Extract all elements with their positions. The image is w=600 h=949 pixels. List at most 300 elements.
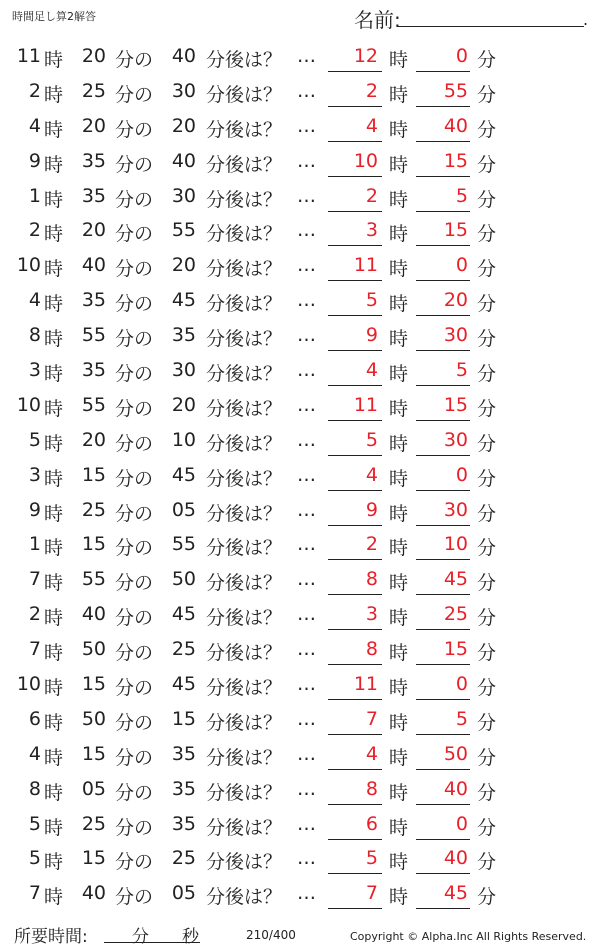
start-minute: 50 (81, 638, 106, 661)
answer-hour: 11 (353, 393, 378, 416)
minute-of-label: 分の (115, 572, 154, 595)
answer-hour-underline (328, 350, 382, 351)
hour-label: 時 (44, 816, 64, 839)
answer-hour-underline (328, 315, 382, 316)
start-minute: 15 (81, 533, 106, 556)
answer-hour-label: 時 (389, 572, 409, 595)
start-minute: 20 (81, 428, 106, 451)
answer-hour: 7 (365, 707, 378, 730)
ellipsis: … (297, 847, 316, 870)
answer-minute: 15 (443, 393, 468, 416)
hour-label: 時 (44, 711, 64, 734)
added-minutes: 45 (171, 603, 196, 626)
answer-hour-underline (328, 490, 382, 491)
minute-of-label: 分の (115, 363, 154, 386)
minutes-later-label: 分後は？ (206, 607, 283, 630)
minutes-later-label: 分後は？ (206, 677, 283, 700)
hour-label: 時 (44, 432, 64, 455)
minutes-later-label: 分後は？ (206, 537, 283, 560)
start-minute: 25 (81, 498, 106, 521)
answer-minute-underline (416, 699, 470, 700)
added-minutes: 20 (171, 393, 196, 416)
minutes-later-label: 分後は？ (206, 258, 283, 281)
answer-minute: 20 (443, 289, 468, 312)
answer-minute-label: 分 (477, 49, 497, 71)
start-hour: 6 (28, 707, 41, 730)
minute-of-label: 分の (115, 188, 154, 211)
answer-hour-underline (328, 873, 382, 874)
name-label: 名前: (354, 8, 401, 32)
minute-of-label: 分の (115, 223, 154, 246)
ellipsis: … (297, 882, 316, 905)
hour-label: 時 (44, 572, 64, 595)
minutes-later-label: 分後は？ (206, 432, 283, 455)
start-minute: 55 (81, 324, 106, 347)
answer-hour-underline (328, 769, 382, 770)
ellipsis: … (297, 114, 316, 137)
answer-minute-label: 分 (477, 607, 497, 630)
answer-minute-label: 分 (477, 781, 497, 804)
start-minute: 35 (81, 149, 106, 172)
answer-minute: 25 (443, 603, 468, 626)
hour-label: 時 (44, 258, 64, 281)
answer-minute-label: 分 (477, 537, 497, 560)
added-minutes: 05 (171, 498, 196, 521)
answer-hour-underline (328, 385, 382, 386)
answer-hour-label: 時 (389, 49, 409, 71)
answer-minute-label: 分 (477, 851, 497, 874)
minute-of-label: 分の (115, 746, 154, 769)
hour-label: 時 (44, 328, 64, 351)
answer-minute-label: 分 (477, 188, 497, 211)
minute-of-label: 分の (115, 328, 154, 351)
ellipsis: … (297, 428, 316, 451)
hour-label: 時 (44, 83, 64, 106)
start-minute: 35 (81, 359, 106, 382)
answer-minute: 0 (455, 673, 468, 696)
answer-hour-label: 時 (389, 746, 409, 769)
answer-hour-label: 時 (389, 537, 409, 560)
answer-hour-underline (328, 280, 382, 281)
hour-label: 時 (44, 851, 64, 874)
ellipsis: … (297, 45, 316, 67)
answer-minute: 45 (443, 568, 468, 591)
added-minutes: 20 (171, 254, 196, 277)
answer-minute-underline (416, 315, 470, 316)
start-minute: 40 (81, 603, 106, 626)
start-hour: 5 (28, 428, 41, 451)
ellipsis: … (297, 359, 316, 382)
ellipsis: … (297, 79, 316, 102)
answer-minute: 0 (455, 812, 468, 835)
answer-hour-label: 時 (389, 118, 409, 141)
problem-row (0, 738, 600, 773)
answer-hour: 5 (365, 289, 378, 312)
copyright-text: Copyright © Alpha.Inc All Rights Reserved. (350, 930, 587, 943)
answer-hour-underline (328, 245, 382, 246)
problem-row (0, 145, 600, 180)
answer-hour-label: 時 (389, 467, 409, 490)
start-minute: 35 (81, 184, 106, 207)
ellipsis: … (297, 393, 316, 416)
required-time-label: 所要時間: (14, 927, 88, 947)
answer-hour: 11 (353, 673, 378, 696)
answer-hour-underline (328, 420, 382, 421)
problem-row (0, 284, 600, 319)
start-hour: 11 (16, 45, 41, 67)
minutes-later-label: 分後は？ (206, 293, 283, 316)
start-minute: 15 (81, 742, 106, 765)
start-hour: 3 (28, 359, 41, 382)
worksheet-title: 時間足し算2解答 (12, 10, 96, 23)
problem-row (0, 842, 600, 877)
answer-hour-label: 時 (389, 816, 409, 839)
answer-hour: 3 (365, 219, 378, 242)
ellipsis: … (297, 533, 316, 556)
answer-minute-label: 分 (477, 293, 497, 316)
answer-hour-label: 時 (389, 781, 409, 804)
answer-minute: 50 (443, 742, 468, 765)
minutes-later-label: 分後は？ (206, 83, 283, 106)
start-hour: 8 (28, 324, 41, 347)
minutes-later-label: 分後は？ (206, 188, 283, 211)
minute-of-label: 分の (115, 83, 154, 106)
start-minute: 15 (81, 673, 106, 696)
answer-minute-underline (416, 804, 470, 805)
answer-minute-label: 分 (477, 816, 497, 839)
answer-hour-underline (328, 804, 382, 805)
start-minute: 40 (81, 254, 106, 277)
minutes-later-label: 分後は？ (206, 363, 283, 386)
answer-hour-underline (328, 629, 382, 630)
added-minutes: 55 (171, 533, 196, 556)
minute-of-label: 分の (115, 397, 154, 420)
answer-hour: 8 (365, 568, 378, 591)
answer-hour: 6 (365, 812, 378, 835)
answer-minute-underline (416, 734, 470, 735)
added-minutes: 45 (171, 463, 196, 486)
ellipsis: … (297, 742, 316, 765)
minute-of-label: 分の (115, 677, 154, 700)
hour-label: 時 (44, 223, 64, 246)
start-minute: 20 (81, 114, 106, 137)
name-period: . (583, 10, 589, 29)
start-hour: 2 (28, 79, 41, 102)
answer-hour-label: 時 (389, 397, 409, 420)
answer-minute-label: 分 (477, 328, 497, 351)
start-hour: 4 (28, 114, 41, 137)
added-minutes: 50 (171, 568, 196, 591)
start-hour: 9 (28, 498, 41, 521)
minute-of-label: 分の (115, 49, 154, 71)
ellipsis: … (297, 219, 316, 242)
answer-hour: 7 (365, 882, 378, 905)
minute-of-label: 分の (115, 118, 154, 141)
answer-hour: 11 (353, 254, 378, 277)
start-minute: 55 (81, 393, 106, 416)
hour-label: 時 (44, 118, 64, 141)
problem-row (0, 773, 600, 808)
answer-minute: 15 (443, 219, 468, 242)
answer-hour: 9 (365, 324, 378, 347)
problem-row (0, 319, 600, 354)
start-minute: 35 (81, 289, 106, 312)
ellipsis: … (297, 707, 316, 730)
answer-hour: 12 (353, 45, 378, 67)
answer-hour-label: 時 (389, 363, 409, 386)
answer-minute: 15 (443, 638, 468, 661)
start-hour: 1 (28, 533, 41, 556)
answer-hour-label: 時 (389, 258, 409, 281)
minutes-later-label: 分後は？ (206, 328, 283, 351)
answer-minute-underline (416, 350, 470, 351)
answer-minute-underline (416, 385, 470, 386)
problem-row (0, 703, 600, 738)
answer-hour: 9 (365, 498, 378, 521)
answer-hour-label: 時 (389, 432, 409, 455)
ellipsis: … (297, 812, 316, 835)
answer-hour: 5 (365, 428, 378, 451)
added-minutes: 10 (171, 428, 196, 451)
problem-row (0, 877, 600, 912)
answer-hour-underline (328, 559, 382, 560)
answer-hour-underline (328, 594, 382, 595)
answer-minute-label: 分 (477, 467, 497, 490)
answer-hour-label: 時 (389, 607, 409, 630)
answer-minute-label: 分 (477, 642, 497, 665)
start-hour: 7 (28, 882, 41, 905)
answer-minute-underline (416, 629, 470, 630)
minute-of-label: 分の (115, 816, 154, 839)
answer-hour-underline (328, 908, 382, 909)
start-minute: 15 (81, 463, 106, 486)
minute-of-label: 分の (115, 502, 154, 525)
problem-row (0, 808, 600, 843)
answer-minute: 5 (455, 707, 468, 730)
answer-hour-label: 時 (389, 677, 409, 700)
minutes-later-label: 分後は？ (206, 851, 283, 874)
added-minutes: 30 (171, 359, 196, 382)
answer-minute: 40 (443, 777, 468, 800)
hour-label: 時 (44, 677, 64, 700)
start-hour: 8 (28, 777, 41, 800)
answer-minute-underline (416, 455, 470, 456)
minute-of-label: 分の (115, 711, 154, 734)
added-minutes: 20 (171, 114, 196, 137)
minutes-later-label: 分後は？ (206, 572, 283, 595)
added-minutes: 40 (171, 45, 196, 67)
minutes-later-label: 分後は？ (206, 49, 283, 71)
hour-label: 時 (44, 537, 64, 560)
answer-minute: 0 (455, 45, 468, 67)
answer-hour: 4 (365, 742, 378, 765)
ellipsis: … (297, 254, 316, 277)
answer-minute: 30 (443, 498, 468, 521)
answer-hour-underline (328, 71, 382, 72)
answer-minute-label: 分 (477, 258, 497, 281)
answer-minute-label: 分 (477, 118, 497, 141)
added-minutes: 15 (171, 707, 196, 730)
answer-hour-underline (328, 141, 382, 142)
answer-hour-label: 時 (389, 502, 409, 525)
start-minute: 25 (81, 79, 106, 102)
answer-hour-label: 時 (389, 223, 409, 246)
answer-hour-label: 時 (389, 711, 409, 734)
hour-label: 時 (44, 293, 64, 316)
ellipsis: … (297, 603, 316, 626)
answer-hour: 2 (365, 184, 378, 207)
ellipsis: … (297, 498, 316, 521)
added-minutes: 40 (171, 149, 196, 172)
problem-row (0, 494, 600, 529)
ellipsis: … (297, 568, 316, 591)
start-hour: 4 (28, 289, 41, 312)
problem-row (0, 249, 600, 284)
problem-row (0, 668, 600, 703)
start-hour: 9 (28, 149, 41, 172)
hour-label: 時 (44, 153, 64, 176)
ellipsis: … (297, 638, 316, 661)
answer-minute: 0 (455, 254, 468, 277)
minute-of-label: 分の (115, 642, 154, 665)
start-minute: 50 (81, 707, 106, 730)
problem-row (0, 633, 600, 668)
answer-hour-label: 時 (389, 851, 409, 874)
answer-minute: 5 (455, 184, 468, 207)
minutes-later-label: 分後は？ (206, 746, 283, 769)
answer-hour: 8 (365, 777, 378, 800)
answer-minute-underline (416, 106, 470, 107)
added-minutes: 35 (171, 742, 196, 765)
answer-minute-underline (416, 245, 470, 246)
start-hour: 4 (28, 742, 41, 765)
minute-of-label: 分の (115, 851, 154, 874)
answer-minute-underline (416, 71, 470, 72)
minutes-later-label: 分後は？ (206, 711, 283, 734)
answer-hour-label: 時 (389, 188, 409, 211)
answer-hour-label: 時 (389, 83, 409, 106)
name-field-line[interactable] (398, 26, 584, 27)
minute-of-label: 分の (115, 293, 154, 316)
ellipsis: … (297, 149, 316, 172)
hour-label: 時 (44, 886, 64, 909)
answer-minute-underline (416, 559, 470, 560)
added-minutes: 25 (171, 847, 196, 870)
minute-of-label: 分の (115, 467, 154, 490)
ellipsis: … (297, 324, 316, 347)
hour-label: 時 (44, 642, 64, 665)
start-hour: 7 (28, 638, 41, 661)
problem-row (0, 110, 600, 145)
added-minutes: 35 (171, 812, 196, 835)
ellipsis: … (297, 673, 316, 696)
answer-minute-label: 分 (477, 746, 497, 769)
answer-minute-label: 分 (477, 153, 497, 176)
answer-minute-underline (416, 176, 470, 177)
answer-hour: 3 (365, 603, 378, 626)
answer-hour-underline (328, 734, 382, 735)
answer-minute-underline (416, 594, 470, 595)
minutes-later-label: 分後は？ (206, 467, 283, 490)
ellipsis: … (297, 777, 316, 800)
answer-minute: 30 (443, 324, 468, 347)
problem-row (0, 459, 600, 494)
answer-hour-label: 時 (389, 153, 409, 176)
answer-hour: 4 (365, 359, 378, 382)
answer-hour-label: 時 (389, 293, 409, 316)
answer-minute: 55 (443, 79, 468, 102)
answer-minute-label: 分 (477, 572, 497, 595)
answer-minute-label: 分 (477, 711, 497, 734)
hour-label: 時 (44, 397, 64, 420)
ellipsis: … (297, 463, 316, 486)
answer-hour: 4 (365, 114, 378, 137)
answer-hour: 2 (365, 533, 378, 556)
answer-hour-underline (328, 106, 382, 107)
hour-label: 時 (44, 781, 64, 804)
answer-hour: 8 (365, 638, 378, 661)
hour-label: 時 (44, 467, 64, 490)
answer-minute-label: 分 (477, 397, 497, 420)
answer-hour-label: 時 (389, 328, 409, 351)
problem-row (0, 528, 600, 563)
minutes-later-label: 分後は？ (206, 153, 283, 176)
answer-minute-label: 分 (477, 502, 497, 525)
added-minutes: 35 (171, 777, 196, 800)
minutes-later-label: 分後は？ (206, 886, 283, 909)
ellipsis: … (297, 184, 316, 207)
start-minute: 55 (81, 568, 106, 591)
hour-label: 時 (44, 502, 64, 525)
answer-minute: 10 (443, 533, 468, 556)
minutes-later-label: 分後は？ (206, 642, 283, 665)
added-minutes: 30 (171, 184, 196, 207)
answer-hour-underline (328, 525, 382, 526)
answer-hour-underline (328, 176, 382, 177)
added-minutes: 05 (171, 882, 196, 905)
page-number: 210/400 (246, 928, 296, 942)
start-minute: 20 (81, 219, 106, 242)
start-minute: 15 (81, 847, 106, 870)
minute-of-label: 分の (115, 607, 154, 630)
minutes-later-label: 分後は？ (206, 816, 283, 839)
answer-minute-label: 分 (477, 83, 497, 106)
problem-row (0, 563, 600, 598)
answer-minute-underline (416, 664, 470, 665)
added-minutes: 25 (171, 638, 196, 661)
start-hour: 10 (16, 393, 41, 416)
minute-of-label: 分の (115, 781, 154, 804)
answer-minute-underline (416, 769, 470, 770)
start-minute: 05 (81, 777, 106, 800)
start-hour: 5 (28, 812, 41, 835)
start-minute: 40 (81, 882, 106, 905)
problem-row (0, 389, 600, 424)
problem-row (0, 180, 600, 215)
answer-minute-underline (416, 211, 470, 212)
minute-of-label: 分の (115, 886, 154, 909)
answer-minute: 40 (443, 114, 468, 137)
answer-minute-underline (416, 839, 470, 840)
start-hour: 2 (28, 603, 41, 626)
required-minute-label: 分 (132, 927, 149, 947)
minutes-later-label: 分後は？ (206, 781, 283, 804)
answer-minute-underline (416, 280, 470, 281)
answer-hour: 4 (365, 463, 378, 486)
minutes-later-label: 分後は？ (206, 397, 283, 420)
problem-row (0, 424, 600, 459)
answer-hour-underline (328, 455, 382, 456)
